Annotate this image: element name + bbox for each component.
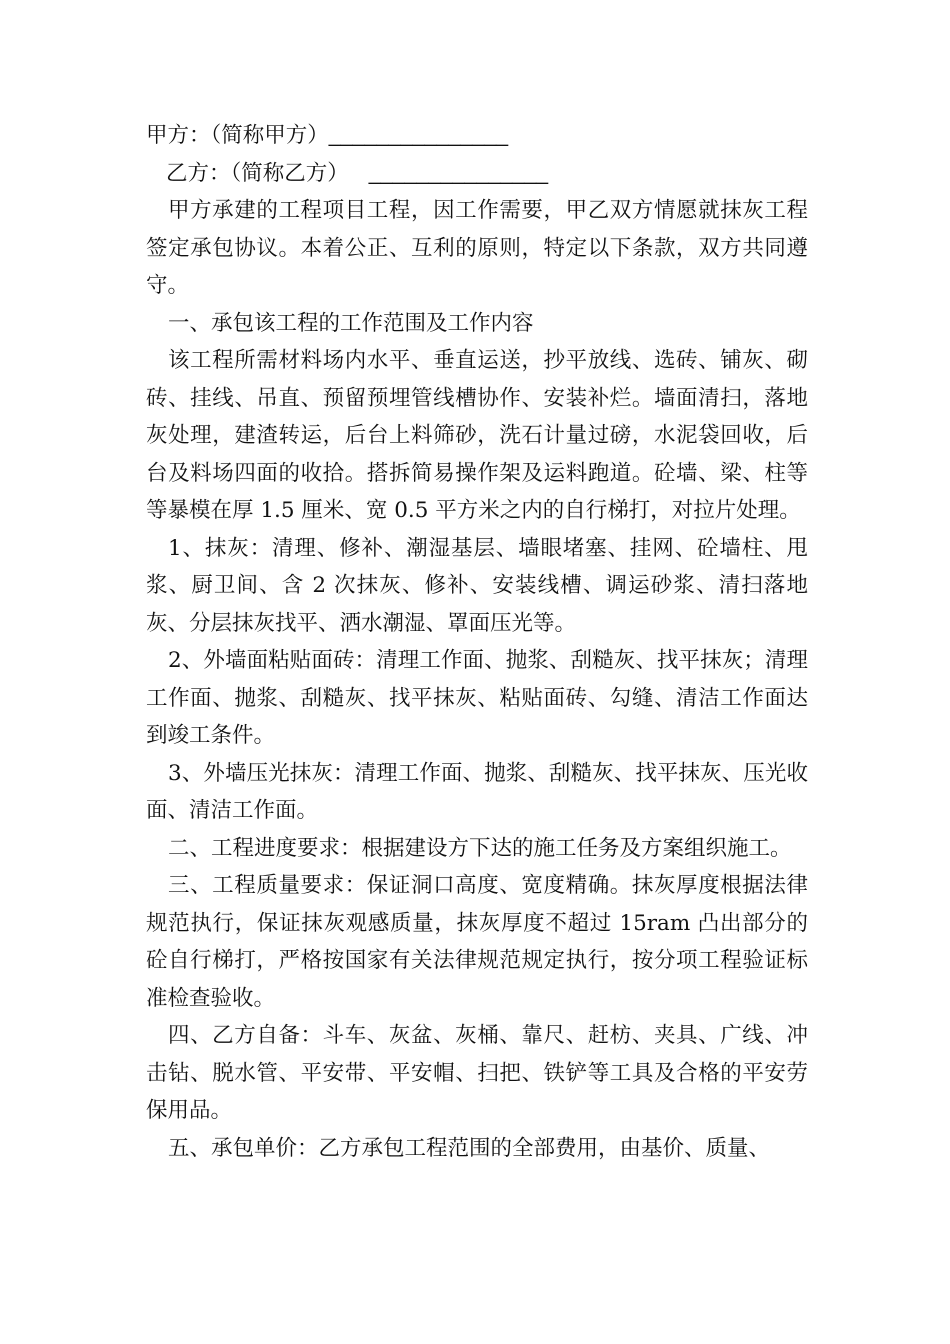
scope-paragraph: 该工程所需材料场内水平、垂直运送，抄平放线、选砖、铺灰、砌砖、挂线、吊直、预留预埋管线槽协作、安装补烂。墙面清扫，落地灰处理，建渣转运，后台上料筛砂，洗石计量过磅，水泥袋回收，后台及料场四面的收拾。搭拆简易操作架及运料跑道。砼墙、梁、柱等等暴模在厚 1.5 厘米、宽 0.5 平方米之内的自行梯打，对拉片处理。 [146,348,808,523]
section-tools: 四、乙方自备：斗车、灰盆、灰桶、靠尺、赶枋、夹具、广线、冲击钻、脱水管、平安带、平安帽、扫把、铁铲等工具及合格的平安劳保用品。 [146,1023,808,1123]
section-schedule: 二、工程进度要求：根据建设方下达的施工任务及方案组织施工。 [168,835,792,861]
contract-body [146,117,808,1167]
party-a-line [146,117,808,155]
section-heading-scope: 一、承包该工程的工作范围及工作内容 [168,310,534,336]
item-exterior-polish: 3、外墙压光抹灰：清理工作面、抛浆、刮糙灰、找平抹灰、压光收面、清洁工作面。 [146,760,808,823]
section-quality: 三、工程质量要求：保证洞口高度、宽度精确。抹灰厚度根据法律规范执行，保证抹灰观感质量，抹灰厚度不超过 15ram 凸出部分的砼自行梯打，严格按国家有关法律规范规定执行，按分项工程验证标准检查验收。 [146,873,808,1011]
party-b-label: 乙方：（简称乙方） [166,160,349,186]
item-plastering: 1、抹灰：清理、修补、潮湿基层、墙眼堵塞、挂网、砼墙柱、甩浆、厨卫间、含 2 次抹灰、修补、安装线槽、调运砂浆、清扫落地灰、分层抹灰找平、洒水潮湿、罩面压光等。 [146,535,808,636]
section-unit-price: 五、承包单价：乙方承包工程范围的全部费用，由基价、质量、 [168,1135,771,1161]
party-a-label: 甲方：（简称甲方） [146,123,329,148]
party-b-blank: _______________ [368,160,549,185]
party-b-line [146,155,808,193]
item-exterior-tiles: 2、外墙面粘贴面砖：清理工作面、抛浆、刮糙灰、找平抹灰；清理工作面、抛浆、刮糙灰、找平抹灰、粘贴面砖、勾缝、清洁工作面达到竣工条件。 [146,648,808,748]
intro-paragraph: 甲方承建的工程项目工程，因工作需要，甲乙双方情愿就抹灰工程签定承包协议。本着公正、互利的原则，特定以下条款，双方共同遵守。 [146,198,808,298]
party-a-blank: _______________ [328,123,509,147]
